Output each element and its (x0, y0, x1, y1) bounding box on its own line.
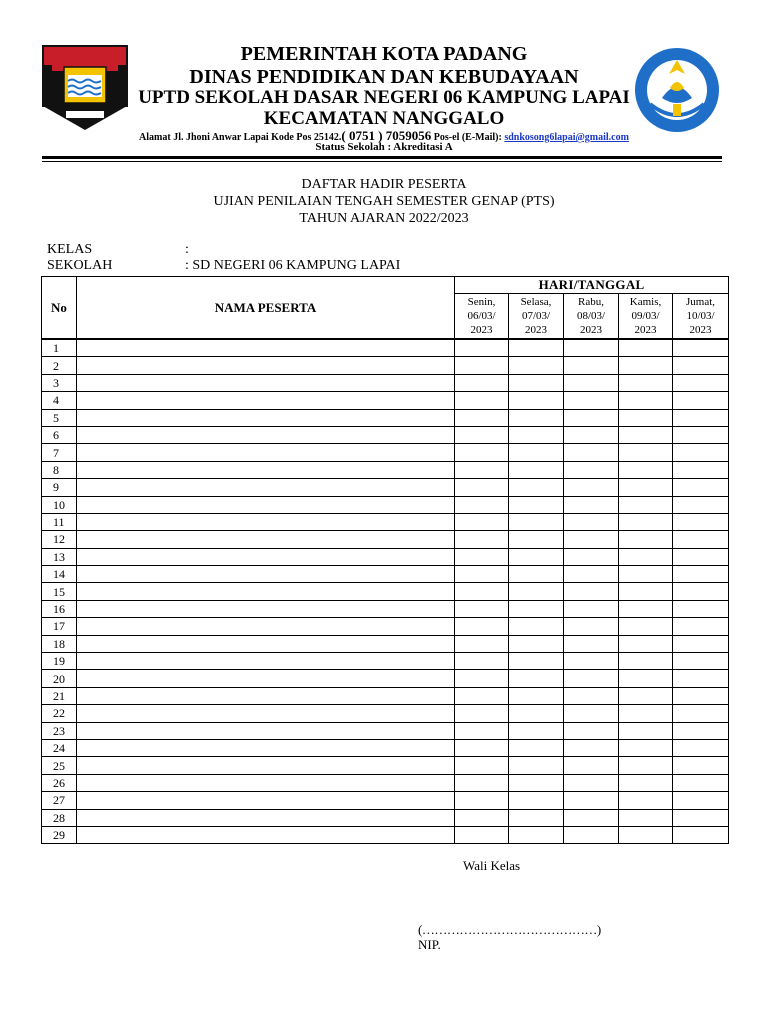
attendance-cell (455, 496, 509, 513)
email-link[interactable]: sdnkosong6lapai@gmail.com (504, 132, 629, 143)
row-number: 14 (42, 566, 77, 583)
attendance-cell (455, 757, 509, 774)
day-line: Jumat, (686, 296, 716, 308)
attendance-cell (455, 687, 509, 704)
kelas-value: : (185, 242, 189, 257)
participant-name-cell (77, 705, 455, 722)
attendance-cell (673, 774, 729, 791)
row-number: 23 (42, 722, 77, 739)
day-line: 2023 (580, 324, 602, 336)
attendance-cell (673, 513, 729, 530)
table-row (42, 531, 729, 548)
attendance-cell (455, 513, 509, 530)
attendance-cell (509, 705, 564, 722)
attendance-cell (509, 461, 564, 478)
participant-name-cell (77, 826, 455, 843)
attendance-cell (564, 548, 619, 565)
participant-name-cell (77, 374, 455, 391)
attendance-cell (455, 618, 509, 635)
participant-name-cell (77, 339, 455, 357)
table-row (42, 374, 729, 391)
table-row (42, 513, 729, 530)
row-number: 18 (42, 635, 77, 652)
attendance-cell (509, 635, 564, 652)
column-header-name: NAMA PESERTA (77, 277, 455, 340)
attendance-cell (619, 566, 673, 583)
attendance-cell (564, 583, 619, 600)
attendance-cell (509, 600, 564, 617)
participant-name-cell (77, 513, 455, 530)
table-row (42, 792, 729, 809)
column-header-no: No (42, 277, 77, 340)
participant-name-cell (77, 426, 455, 443)
column-header-day (564, 294, 619, 340)
letterhead-department: DINAS PENDIDIKAN DAN KEBUDAYAAN (189, 66, 579, 88)
participant-name-cell (77, 670, 455, 687)
attendance-cell (619, 600, 673, 617)
attendance-cell (673, 583, 729, 600)
row-number: 15 (42, 583, 77, 600)
attendance-cell (509, 722, 564, 739)
attendance-cell (455, 548, 509, 565)
column-header-day (673, 294, 729, 340)
attendance-cell (619, 409, 673, 426)
attendance-cell (564, 757, 619, 774)
attendance-cell (619, 670, 673, 687)
attendance-cell (673, 479, 729, 496)
attendance-cell (455, 653, 509, 670)
attendance-cell (564, 809, 619, 826)
participant-name-cell (77, 548, 455, 565)
attendance-cell (619, 548, 673, 565)
kelas-label: KELAS (47, 242, 93, 257)
table-row (42, 809, 729, 826)
attendance-cell (509, 826, 564, 843)
attendance-cell (509, 513, 564, 530)
attendance-cell (619, 618, 673, 635)
row-number: 21 (42, 687, 77, 704)
row-number: 8 (42, 461, 77, 478)
attendance-cell (673, 566, 729, 583)
attendance-cell (673, 705, 729, 722)
attendance-cell (455, 600, 509, 617)
participant-name-cell (77, 461, 455, 478)
table-row (42, 566, 729, 583)
attendance-cell (673, 670, 729, 687)
attendance-cell (619, 809, 673, 826)
attendance-cell (509, 426, 564, 443)
day-line: Senin, (467, 296, 496, 308)
table-row (42, 392, 729, 409)
attendance-cell (673, 792, 729, 809)
table-row (42, 357, 729, 374)
row-number: 7 (42, 444, 77, 461)
attendance-cell (673, 496, 729, 513)
attendance-cell (564, 774, 619, 791)
tut-wuri-handayani-emblem-icon (632, 46, 722, 134)
row-number: 20 (42, 670, 77, 687)
attendance-cell (564, 479, 619, 496)
table-row (42, 670, 729, 687)
attendance-cell (619, 392, 673, 409)
row-number: 1 (42, 339, 77, 357)
signature-name-placeholder: (……………………………………) (418, 922, 601, 937)
attendance-cell (509, 339, 564, 357)
attendance-cell (509, 357, 564, 374)
attendance-cell (509, 374, 564, 391)
row-number: 5 (42, 409, 77, 426)
attendance-cell (619, 687, 673, 704)
participant-name-cell (77, 496, 455, 513)
attendance-cell (564, 705, 619, 722)
sekolah-value: : SD NEGERI 06 KAMPUNG LAPAI (185, 258, 401, 273)
row-number: 11 (42, 513, 77, 530)
row-number: 12 (42, 531, 77, 548)
signature-role: Wali Kelas (463, 858, 521, 873)
attendance-cell (455, 774, 509, 791)
signature-nip: NIP. (418, 937, 441, 952)
attendance-cell (509, 392, 564, 409)
attendance-cell (619, 461, 673, 478)
attendance-cell (673, 757, 729, 774)
attendance-cell (455, 809, 509, 826)
table-row (42, 774, 729, 791)
day-line: Rabu, (578, 296, 604, 308)
table-row (42, 757, 729, 774)
table-row (42, 705, 729, 722)
phone-number: ( 0751 ) 7059056 (341, 128, 432, 143)
table-row (42, 409, 729, 426)
attendance-cell (673, 426, 729, 443)
attendance-table (41, 276, 729, 844)
attendance-cell (673, 600, 729, 617)
participant-name-cell (77, 618, 455, 635)
attendance-cell (673, 392, 729, 409)
table-row (42, 687, 729, 704)
attendance-cell (455, 670, 509, 687)
table-row (42, 426, 729, 443)
attendance-cell (619, 513, 673, 530)
attendance-cell (673, 461, 729, 478)
row-number: 29 (42, 826, 77, 843)
attendance-cell (564, 357, 619, 374)
participant-name-cell (77, 687, 455, 704)
attendance-cell (619, 339, 673, 357)
attendance-cell (509, 774, 564, 791)
attendance-cell (455, 722, 509, 739)
attendance-cell (673, 653, 729, 670)
attendance-cell (673, 357, 729, 374)
letterhead-school: UPTD SEKOLAH DASAR NEGERI 06 KAMPUNG LAPAI (138, 87, 630, 108)
attendance-cell (673, 339, 729, 357)
attendance-cell (455, 705, 509, 722)
attendance-cell (455, 566, 509, 583)
table-row (42, 479, 729, 496)
row-number: 26 (42, 774, 77, 791)
attendance-cell (673, 618, 729, 635)
letterhead-divider-thick (42, 156, 722, 159)
participant-name-cell (77, 635, 455, 652)
attendance-cell (619, 357, 673, 374)
attendance-cell (509, 496, 564, 513)
participant-name-cell (77, 583, 455, 600)
attendance-cell (564, 409, 619, 426)
day-line: 06/03/ (467, 310, 496, 322)
table-row (42, 722, 729, 739)
attendance-cell (619, 583, 673, 600)
attendance-cell (673, 722, 729, 739)
row-number: 6 (42, 426, 77, 443)
column-header-day (455, 294, 509, 340)
attendance-cell (673, 374, 729, 391)
table-row (42, 583, 729, 600)
attendance-cell (509, 548, 564, 565)
attendance-cell (564, 461, 619, 478)
table-row (42, 444, 729, 461)
attendance-cell (673, 687, 729, 704)
attendance-cell (564, 531, 619, 548)
attendance-cell (619, 426, 673, 443)
attendance-cell (564, 444, 619, 461)
attendance-cell (619, 792, 673, 809)
row-number: 3 (42, 374, 77, 391)
attendance-cell (619, 374, 673, 391)
letterhead-government: PEMERINTAH KOTA PADANG (240, 43, 528, 65)
attendance-cell (619, 496, 673, 513)
attendance-cell (455, 635, 509, 652)
attendance-cell (509, 739, 564, 756)
attendance-cell (455, 739, 509, 756)
attendance-cell (564, 670, 619, 687)
attendance-cell (564, 496, 619, 513)
attendance-cell (564, 600, 619, 617)
attendance-cell (564, 566, 619, 583)
attendance-cell (564, 722, 619, 739)
row-number: 25 (42, 757, 77, 774)
attendance-cell (673, 531, 729, 548)
attendance-cell (619, 722, 673, 739)
attendance-body (42, 339, 729, 844)
attendance-cell (619, 653, 673, 670)
table-row (42, 826, 729, 843)
attendance-cell (509, 444, 564, 461)
table-row (42, 618, 729, 635)
email-label: Pos-el (E-Mail): (431, 132, 505, 143)
participant-name-cell (77, 479, 455, 496)
table-row (42, 548, 729, 565)
attendance-cell (619, 774, 673, 791)
participant-name-cell (77, 722, 455, 739)
attendance-cell (673, 826, 729, 843)
participant-name-cell (77, 792, 455, 809)
attendance-cell (673, 635, 729, 652)
attendance-cell (619, 531, 673, 548)
attendance-cell (564, 339, 619, 357)
exam-title: UJIAN PENILAIAN TENGAH SEMESTER GENAP (PTS) (213, 194, 555, 209)
attendance-cell (673, 809, 729, 826)
table-row (42, 339, 729, 357)
attendance-cell (455, 409, 509, 426)
document-title: DAFTAR HADIR PESERTA (301, 177, 467, 192)
attendance-cell (564, 739, 619, 756)
row-number: 28 (42, 809, 77, 826)
attendance-cell (564, 374, 619, 391)
attendance-cell (673, 409, 729, 426)
attendance-cell (455, 444, 509, 461)
attendance-cell (673, 739, 729, 756)
participant-name-cell (77, 444, 455, 461)
attendance-cell (455, 357, 509, 374)
accreditation-status: Status Sekolah : Akreditasi A (315, 141, 453, 153)
participant-name-cell (77, 392, 455, 409)
attendance-cell (455, 426, 509, 443)
attendance-cell (619, 826, 673, 843)
participant-name-cell (77, 600, 455, 617)
day-line: Selasa, (520, 296, 552, 308)
attendance-cell (509, 792, 564, 809)
attendance-cell (509, 409, 564, 426)
column-header-date-group: HARI/TANGGAL (455, 277, 729, 294)
table-row (42, 653, 729, 670)
attendance-cell (509, 757, 564, 774)
attendance-cell (509, 653, 564, 670)
attendance-cell (509, 531, 564, 548)
attendance-cell (619, 635, 673, 652)
address-text: Alamat Jl. Jhoni Anwar Lapai Kode Pos 25142. (139, 132, 342, 143)
attendance-cell (619, 705, 673, 722)
column-header-day (509, 294, 564, 340)
attendance-cell (455, 392, 509, 409)
attendance-cell (455, 583, 509, 600)
row-number: 13 (42, 548, 77, 565)
attendance-cell (564, 392, 619, 409)
attendance-cell (509, 566, 564, 583)
attendance-cell (455, 339, 509, 357)
attendance-cell (619, 739, 673, 756)
attendance-cell (455, 826, 509, 843)
attendance-cell (673, 444, 729, 461)
participant-name-cell (77, 774, 455, 791)
row-number: 2 (42, 357, 77, 374)
letterhead-divider-thin (42, 161, 722, 162)
day-line: 10/03/ (686, 310, 715, 322)
attendance-cell (455, 461, 509, 478)
attendance-cell (455, 374, 509, 391)
attendance-cell (619, 757, 673, 774)
participant-name-cell (77, 409, 455, 426)
day-line: 2023 (689, 324, 712, 336)
row-number: 10 (42, 496, 77, 513)
attendance-cell (509, 583, 564, 600)
participant-name-cell (77, 739, 455, 756)
row-number: 19 (42, 653, 77, 670)
participant-name-cell (77, 531, 455, 548)
row-number: 27 (42, 792, 77, 809)
row-number: 4 (42, 392, 77, 409)
day-line: 2023 (525, 324, 547, 336)
day-line: Kamis, (629, 296, 662, 308)
day-line: 2023 (634, 324, 657, 336)
attendance-cell (619, 479, 673, 496)
row-number: 16 (42, 600, 77, 617)
attendance-cell (455, 531, 509, 548)
attendance-cell (564, 635, 619, 652)
padang-city-emblem-icon (42, 45, 128, 131)
attendance-cell (564, 687, 619, 704)
table-row (42, 600, 729, 617)
row-number: 17 (42, 618, 77, 635)
letterhead-district: KECAMATAN NANGGALO (263, 108, 505, 129)
participant-name-cell (77, 357, 455, 374)
participant-name-cell (77, 757, 455, 774)
attendance-cell (509, 687, 564, 704)
attendance-cell (564, 618, 619, 635)
participant-name-cell (77, 653, 455, 670)
attendance-cell (455, 792, 509, 809)
sekolah-label: SEKOLAH (47, 258, 113, 273)
column-header-day (619, 294, 673, 340)
attendance-cell (509, 670, 564, 687)
row-number: 24 (42, 739, 77, 756)
attendance-cell (509, 479, 564, 496)
attendance-cell (564, 426, 619, 443)
attendance-cell (564, 513, 619, 530)
attendance-cell (509, 809, 564, 826)
table-row (42, 461, 729, 478)
day-line: 09/03/ (631, 310, 660, 322)
attendance-cell (564, 826, 619, 843)
academic-year: TAHUN AJARAN 2022/2023 (299, 211, 469, 226)
day-line: 08/03/ (576, 310, 606, 322)
attendance-cell (619, 444, 673, 461)
table-row (42, 739, 729, 756)
day-line: 07/03/ (521, 310, 551, 322)
attendance-cell (564, 653, 619, 670)
participant-name-cell (77, 809, 455, 826)
table-header-row (42, 277, 729, 294)
attendance-cell (509, 618, 564, 635)
table-row (42, 496, 729, 513)
row-number: 9 (42, 479, 77, 496)
day-line: 2023 (470, 324, 493, 336)
table-row (42, 635, 729, 652)
attendance-cell (455, 479, 509, 496)
attendance-cell (564, 792, 619, 809)
attendance-cell (673, 548, 729, 565)
participant-name-cell (77, 566, 455, 583)
row-number: 22 (42, 705, 77, 722)
